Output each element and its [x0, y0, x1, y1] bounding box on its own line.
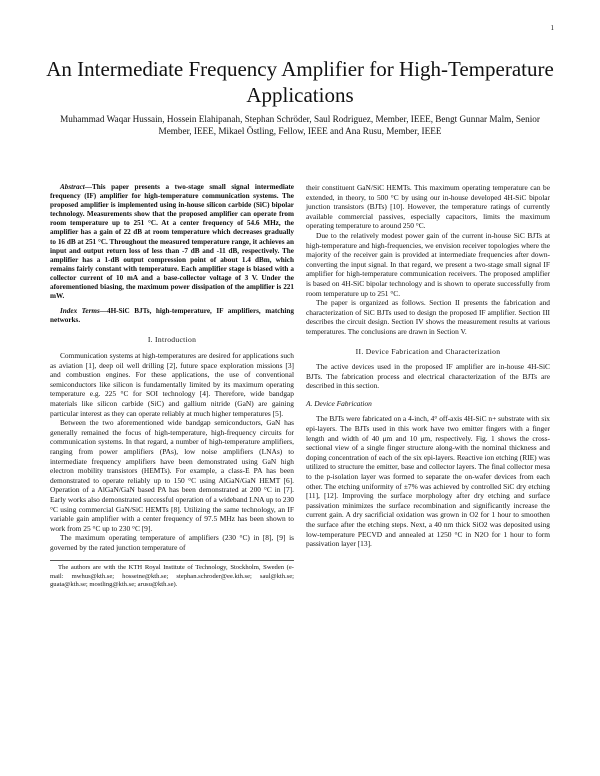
left-column	[50, 183, 294, 590]
intro-paragraph-2: Between the two aforementioned wide bandgap semiconductors, GaN has generally remained the focus of high-temperature, high-frequency circuits for communication systems. In that regard, a number of high-temperature amplifiers, ranging from power amplifiers (PAs), low noise amplifiers (LNAs) to intermediate frequency amplifiers have been demonstrated using GaN high electron mobility transistors (HEMTs). For example, a class-E PA has been demonstrated to operate reliably up to 150 °C using AlGaN/GaN HEMT [6]. Operation of a AlGaN/GaN based PA has been demonstrated at 200 °C in [7]. Early works also demonstrated successful operation of a wideband LNA up to 230 °C using commercial GaN/SiC HEMTs [8]. Utilizing the same technology, an IF variable gain amplifier with a center frequency of 97.5 MHz has been shown to work from 25 °C up to 230 °C [9].	[50, 418, 294, 533]
right-paragraph-3: The paper is organized as follows. Section II presents the fabrication and characterization of SiC BJTs used to design the proposed IF amplifier. Section III describes the circuit design. Section IV shows the measurement results at various temperatures. The conclusions are drawn in Section V.	[306, 298, 550, 336]
index-terms	[50, 307, 294, 325]
index-terms-lead: Index Terms	[60, 307, 100, 316]
intro-paragraph-3: The maximum operating temperature of amplifiers (230 °C) in [8], [9] is governed by the rated junction temperature of	[50, 533, 294, 552]
abstract-lead: Abstract	[60, 183, 85, 191]
right-paragraph-1: their constituent GaN/SiC HEMTs. This maximum operating temperature can be extended, in theory, to 500 °C by using our in-house developed 4H-SiC bipolar junction transistors (BJTs) [10]. However, the temperature ratings of currently available commercial passives, especially capacitors, limits the maximum operating temperature to around 250 °C.	[306, 183, 550, 231]
section2-paragraph-1: The active devices used in the proposed IF amplifier are in-house 4H-SiC BJTs. The fabrication process and electrical characterization of the BJTs are described in this section.	[306, 362, 550, 391]
paper-title: An Intermediate Frequency Amplifier for High-Temperature Applications	[46, 57, 554, 107]
right-column	[306, 183, 550, 549]
section-heading-fabrication: II. Device Fabrication and Characterization	[355, 346, 501, 356]
index-terms-text: —4H-SiC BJTs, high-temperature, IF amplifiers, matching networks.	[50, 307, 294, 325]
page-number: 1	[550, 24, 554, 32]
intro-paragraph-1: Communication systems at high-temperatures are desired for applications such as aviation [1], deep oil well drilling [2], future space exploration missions [3] and combustion engines. For these applications, the use of conventional semiconductors like silicon is fundamentally limited by its maximum operating temperature e.g. 225 °C for SOI technology [4]. Therefore, wide bandgap materials like silicon carbide (SiC) and gallium nitride (GaN) are gaining particular interest as they can operate reliably at much higher temperatures [5].	[50, 351, 294, 418]
author-footnote: The authors are with the KTH Royal Institute of Technology, Stockholm, Sweden (e-mail: mwhus@kth.se; hosseine@kth.se; stephan.schroder@ee.kth.se; saul@kth.se; guata@kth.se; mostling@kth.se; arusu@kth.se).	[50, 560, 294, 589]
section-heading-introduction: I. Introduction	[147, 335, 197, 345]
abstract	[50, 183, 294, 301]
author-list: Muhammad Waqar Hussain, Hossein Elahipanah, Stephan Schröder, Saul Rodriguez, Member, IEEE, Bengt Gunnar Malm, Senior Member, IEEE, Mikael Östling, Fellow, IEEE and Ana Rusu, Member, IEEE	[60, 114, 540, 136]
abstract-text: —This paper presents a two-stage small signal intermediate frequency (IF) amplifier for high-temperature communication systems. The proposed amplifier is implemented using in-house silicon carbide (SiC) bipolar technology. Measurements show that the proposed amplifier can operate from room temperature up to 251 °C. At a center frequency of 54.6 MHz, the amplifier has a gain of 22 dB at room temperature which decreases gradually to 16 dB at 251 °C. Throughout the measured temperature range, it achieves an input and output return loss of less than -7 dB and -11 dB, respectively. The amplifier has a 1-dB output compression point of about 1.4 dBm, which remains fairly constant with temperature. Each amplifier stage is biased with a collector current of 10 mA and a base-collector voltage of 3 V. Under the aforementioned biasing, the maximum power dissipation of the amplifier is 221 mW.	[50, 183, 294, 301]
subsection-heading-device-fabrication: A. Device Fabrication	[306, 398, 372, 408]
section2a-paragraph-1: The BJTs were fabricated on a 4-inch, 4° off-axis 4H-SiC n+ substrate with six epi-layers. The BJTs used in this work have two emitter fingers with a finger length and width of 40 μm and 10 μm, respectively. Fig. 1 shows the cross-sectional view of a single finger structure along-with the nominal thickness and doping concentration of each of the six epi-layers. Reactive ion etching (RIE) was utilized to structure the emitter, base and collector layers. The final collector mesa to the p-isolation layer was formed to separate the on-wafer devices from each other. The etching uniformity of ±7% was achieved by controlled SiC dry etching [11], [12]. Improving the surface morphology after dry etching and surface passivation minimizes the surface recombination and significantly increase the current gain. A dry sacrificial oxidation was grown in O2 for 1 hour to smoothen the surface after the etching steps. Next, a 40 nm thick SiO2 was deposited using low-temperature PECVD and annealed at 1250 °C in N2O for 1 hour to form passivation layer [13].	[306, 414, 550, 549]
right-paragraph-2: Due to the relatively modest power gain of the current in-house SiC BJTs at high-temperature and high-frequencies, we envision receiver topologies where the majority of the receiver gain is provided at intermediate frequencies after down-converting the input signal. In that regard, we present a two-stage small signal IF amplifier for high-temperature communication receivers. The proposed amplifier is based on 4H-SiC bipolar technology and is shown to operate successfully from room temperature up to 251 °C.	[306, 230, 550, 298]
